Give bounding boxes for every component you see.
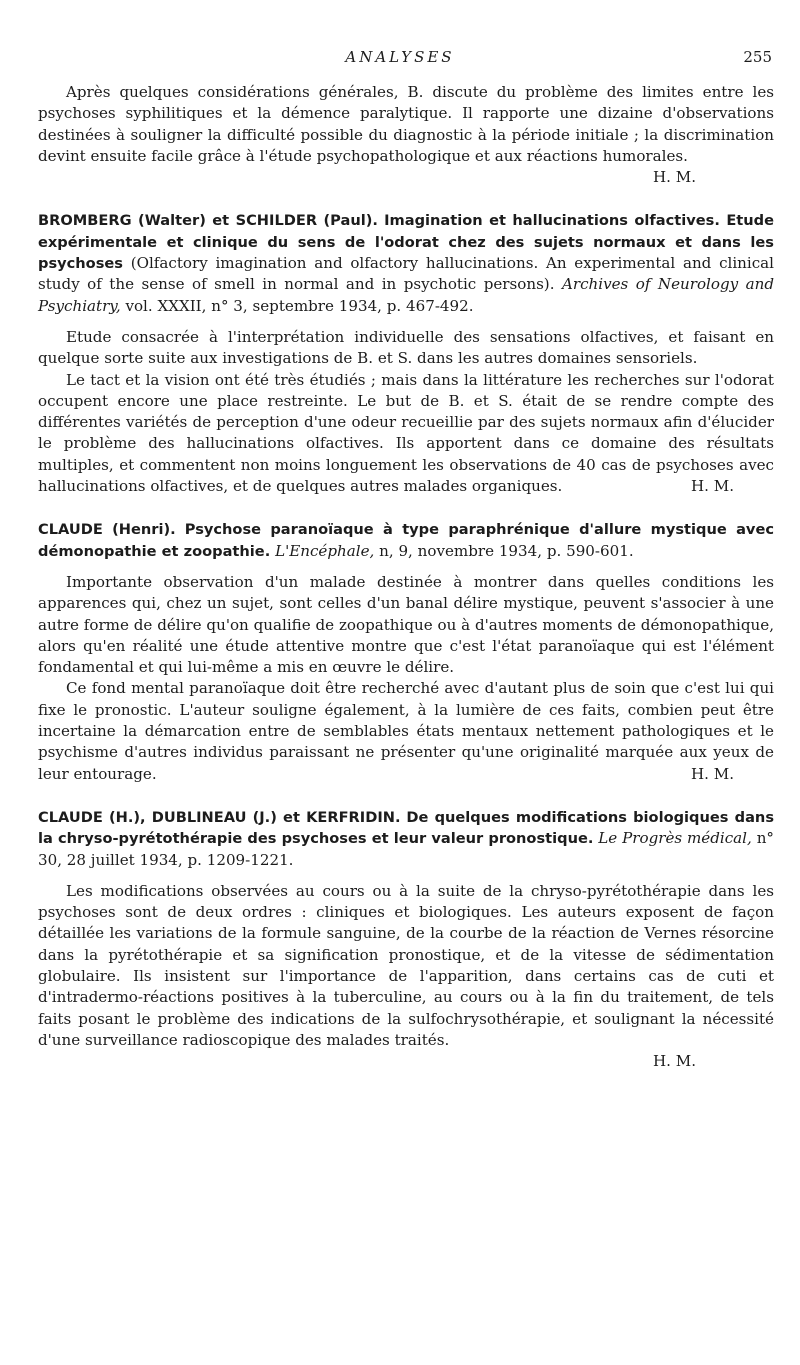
entry-citation: n, 9, novembre 1934, p. 590-601.: [379, 541, 634, 560]
intro-paragraph: Après quelques considérations générales, B. discute du problème des limites entre les psychoses syphilitiques et la démence paralytique. Il rapporte une dizaine d'observations destinées à souligner la difficulté possible du diagnostic à la période initiale ; la discrimination devint ensuite facile grâce à l'étude psychopathologique et aux réactions humorales.: [38, 83, 774, 165]
entry-paragraph: [38, 370, 774, 498]
entry-citation: vol. XXXII, n° 3, septembre 1934, p. 467-492.: [125, 296, 474, 315]
entry-paragraph: Etude consacrée à l'interprétation individuelle des sensations olfactives, et faisant en quelque sorte suite aux investigations de B. et S. dans les autres domaines sensoriels.: [38, 327, 774, 368]
review-entry-claude: [38, 519, 774, 785]
entry-paragraph: Importante observation d'un malade destinée à montrer dans quelles conditions les apparences qui, chez un sujet, sont celles d'un banal délire mystique, peuvent s'associer à une autre forme de délire qu'on qualifie de zoopathique ou à d'autres moments de démonopathique, alors qu'en réalité une étude attentive montre que c'est l'état paranoïaque qui est l'élément fondamental et qui lui-même a mis en œuvre le délire.: [38, 572, 774, 677]
intro-review: [38, 82, 774, 188]
review-entry-claude-dublineau: [38, 807, 774, 1073]
entry-title: Psychose paranoïaque à type paraphrénique d'allure mystique avec démonopathie et zoopathie.: [38, 521, 774, 560]
entry-journal: L'Encéphale,: [275, 541, 375, 560]
entry-reference: [38, 519, 774, 562]
running-title: ANALYSES: [345, 48, 455, 66]
entry-journal: Archives of Neurology and Psychiatry,: [38, 275, 774, 315]
entry-citation: n° 30, 28 juillet 1934, p. 1209-1221.: [38, 829, 774, 869]
entry-signature: H. M.: [690, 477, 734, 496]
intro-signature: H. M.: [652, 168, 696, 187]
entry-paragraph-text: Ce fond mental paranoïaque doit être recherché avec d'autant plus de soin que c'est lui qui fixe le pronostic. L'auteur souligne également, à la lumière de ces faits, combien peut être incertaine la démarcation entre de semblables états mentaux nettement pathologiques et le psychisme d'autres individus paraissant ne présenter qu'une originalité marquée aux yeux de leur entourage.: [38, 679, 774, 783]
entry-authors: CLAUDE (H.), DUBLINEAU (J.) et KERFRIDIN.: [38, 808, 401, 826]
entry-title: Imagination et hallucinations olfactives. Etude expérimentale et clinique du sens de l'odorat chez des sujets normaux et dans les psychoses: [38, 212, 774, 273]
entry-journal: Le Progrès médical,: [598, 829, 752, 848]
entry-translation: (Olfactory imagination and olfactory hallucinations. An experimental and clinical study of the sense of smell in normal and in psychotic persons).: [38, 254, 774, 294]
page-number: 255: [743, 48, 772, 66]
entry-authors: CLAUDE (Henri).: [38, 521, 176, 539]
entry-paragraph-text: Le tact et la vision ont été très étudiés ; mais dans la littérature les recherches sur l'odorat occupent encore une place restreinte. Le but de B. et S. était de se rendre compte des différentes variétés de perception d'une odeur recueillie par des sujets normaux afin d'élucider le problème des hallucinations olfactives. Ils apportent dans ce domaine des résultats multiples, et commentent non moins longuement les observations de 40 cas de psychoses avec hallucinations olfactives, et de quelques autres malades organiques.: [38, 370, 774, 496]
review-entry-bromberg: [38, 210, 774, 497]
entry-reference: [38, 210, 774, 316]
entry-paragraph: [38, 678, 774, 784]
page-header: [0, 48, 800, 72]
entry-signature: H. M.: [690, 764, 734, 783]
entry-paragraph: Les modifications observées au cours ou à la suite de la chryso-pyrétothérapie dans les psychoses sont de deux ordres : cliniques et biologiques. Les auteurs exposent de façon détaillée les variations de la formule sanguine, de la courbe de la réaction de Vernes résorcine dans la pyrétothérapie et sa signification pronostique, et de la vitesse de sédimentation globulaire. Ils insistent sur l'importance de l'apparition, dans certains cas de cuti et d'intradermo-réactions positives à la tuberculine, au cours ou à la fin du traitement, de tels faits posant le problème des indications de la sulfochrysothérapie, et soulignant la nécessité d'une surveillance radioscopique des malades traités.: [38, 881, 774, 1049]
entry-title: De quelques modifications biologiques dans la chryso-pyrétothérapie des psychoses et leur valeur pronostique.: [38, 808, 774, 848]
entry-authors: BROMBERG (Walter) et SCHILDER (Paul).: [38, 212, 378, 230]
body-text: [38, 82, 774, 1072]
entry-signature: H. M.: [652, 1052, 696, 1071]
entry-reference: [38, 807, 774, 871]
